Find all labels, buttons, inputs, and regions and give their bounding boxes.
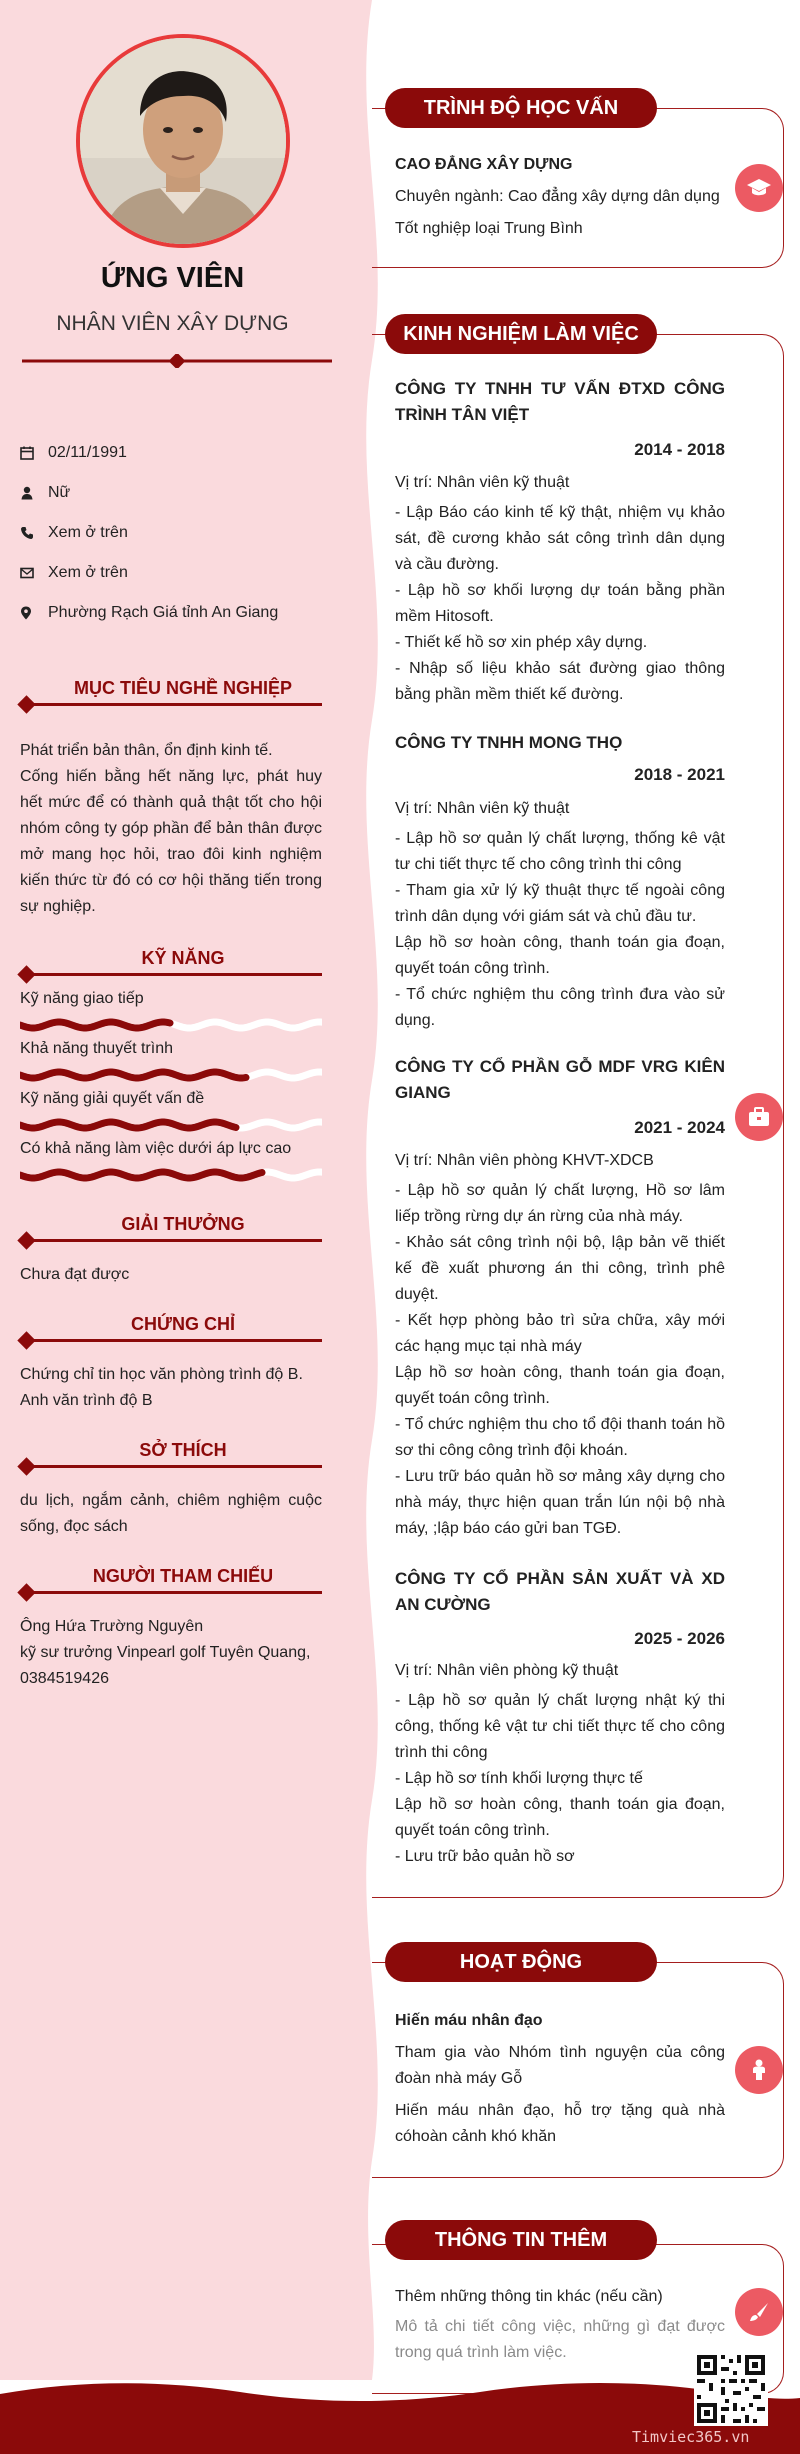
job-details [395, 500, 725, 708]
skill-fill [20, 1172, 262, 1178]
skill-fill [20, 1122, 236, 1128]
objective-text [20, 738, 322, 920]
person-icon [20, 486, 48, 500]
address-text: Phường Rạch Giá tỉnh An Giang [48, 604, 279, 621]
job-company: CÔNG TY CỔ PHẦN SẢN XUẤT VÀ XD AN CƯỜNG [395, 1569, 725, 1614]
job-detail: - Kết hợp phòng bảo trì sửa chữa, xây mới các hạng mục tại nhà máy [395, 1312, 725, 1355]
objective-line: Cống hiến bằng hết năng lực, phát huy hết mức để có thành quả thật tốt cho hội nhóm công ty góp phần để bản thân được mở mang học hỏi, trao đôi kinh nghiệm kiến thức từ đó có cơ hội thăng tiến trong sự nghiệp. [20, 768, 322, 915]
objective-title: MỤC TIÊU NGHỀ NGHIỆP [73, 678, 292, 698]
brush-icon [735, 2288, 783, 2336]
candidate-position: NHÂN VIÊN XÂY DỰNG [56, 312, 289, 335]
email-row [20, 553, 330, 593]
awards-text: Chưa đạt được [20, 1266, 130, 1283]
job-details [395, 1688, 725, 1870]
job-detail: - Tham gia xử lý kỹ thuật thực tế ngoài công trình dân dụng với giám sát và chủ đầu tư. [395, 882, 725, 925]
skills-title: KỸ NĂNG [141, 948, 225, 968]
job-details [395, 1178, 725, 1542]
activity-line: Hiến máu nhân đạo, hỗ trợ tặng quà nhà cóhoàn cảnh khó khăn [395, 2102, 725, 2145]
reference-line: kỹ sư trưởng Vinpearl golf Tuyên Quang, [20, 1644, 311, 1661]
briefcase-icon [735, 1093, 783, 1141]
skills-heading [20, 948, 322, 982]
skill-label: Kỹ năng giao tiếp [20, 990, 144, 1007]
skill-level-bar [20, 1068, 322, 1082]
location-icon [20, 606, 48, 620]
gender-text: Nữ [48, 484, 71, 501]
avatar [76, 34, 290, 248]
job-detail: - Lưu trữ báo quản hồ sơ mảng xây dựng cho nhà máy, thực hiện quan trắn lún nội bộ nhà máy, ;lập báo cáo gửi ban TGĐ. [395, 1468, 725, 1537]
job-detail: - Tổ chức nghiệm thu công trình đưa vào sử dụng. [395, 986, 725, 1029]
references-heading [20, 1566, 322, 1600]
phone-icon [20, 526, 48, 540]
email-text: Xem ở trên [48, 564, 128, 581]
job-detail: - Thiết kế hồ sơ xin phép xây dựng. [395, 634, 648, 651]
email-icon [20, 566, 48, 580]
job-detail: Lập hồ sơ hoàn công, thanh toán gia đoạn, quyết toán công trình. [395, 934, 725, 977]
extra-info-placeholder[interactable]: Mô tả chi tiết công việc, những gì đạt được trong quá trình làm việc. [395, 2318, 725, 2361]
person-icon [735, 2046, 783, 2094]
graduation-cap-icon [735, 164, 783, 212]
job-company: CÔNG TY TNHH TƯ VẤN ĐTXD CÔNG TRÌNH TÂN VIỆT [395, 379, 725, 424]
address-row [20, 593, 330, 633]
certificate-line: Anh văn trình độ B [20, 1392, 153, 1409]
job-period: 2014 - 2018 [634, 440, 725, 459]
hobbies-heading [20, 1440, 322, 1474]
job-detail: - Lập hồ sơ quản lý chất lượng nhật ký thi công, thống kê vật tư chi tiết thực tế cho công trình thi công [395, 1692, 725, 1761]
awards-heading [20, 1214, 322, 1248]
job-period: 2018 - 2021 [634, 765, 725, 784]
skill-item [20, 990, 322, 1032]
job-detail: Lập hồ sơ hoàn công, thanh toán gia đoạn, quyết toán công trình. [395, 1796, 725, 1839]
reference-line: 0384519426 [20, 1670, 109, 1687]
activities-title: HOẠT ĐỘNG [385, 1942, 657, 1982]
title-divider [22, 354, 332, 368]
skill-label: Kỹ năng giải quyết vấn đề [20, 1090, 205, 1107]
skill-fill [20, 1022, 170, 1028]
awards-title: GIẢI THƯỞNG [121, 1214, 245, 1234]
skill-item [20, 1090, 322, 1132]
objective-heading [20, 678, 322, 712]
job-detail: - Lưu trữ bảo quản hồ sơ [395, 1848, 575, 1865]
education-school: CAO ĐẲNG XÂY DỰNG [395, 156, 573, 173]
job-company: CÔNG TY CỔ PHẦN GỖ MDF VRG KIÊN GIANG [395, 1057, 725, 1102]
extra-info-label: Thêm những thông tin khác (nếu cần) [395, 2288, 663, 2305]
job-period: 2021 - 2024 [634, 1118, 725, 1137]
skill-level-bar [20, 1168, 322, 1182]
birthdate-text: 02/11/1991 [48, 444, 127, 461]
activity-name: Hiến máu nhân đạo [395, 2012, 543, 2029]
skill-fill [20, 1072, 246, 1078]
skill-label: Khả năng thuyết trình [20, 1040, 173, 1057]
hobbies-text: du lịch, ngắm cảnh, chiêm nghiệm cuộc sống, đọc sách [20, 1492, 322, 1535]
certificates-title: CHỨNG CHỈ [131, 1314, 235, 1334]
job-detail: - Lập hồ sơ khối lượng dự toán bằng phần mềm Hitosoft. [395, 582, 725, 625]
skill-item [20, 1140, 322, 1182]
job-detail: - Lập Báo cáo kinh tế kỹ thật, nhiệm vụ khảo sát, đề cương khảo sát công trình dân dụng và cầu đường. [395, 504, 725, 573]
birthdate-row [20, 433, 330, 473]
calendar-icon [20, 446, 48, 460]
skill-level-bar [20, 1118, 322, 1132]
job-role: Vị trí: Nhân viên phòng KHVT-XDCB [395, 1152, 654, 1169]
extra-info-title: THÔNG TIN THÊM [385, 2220, 657, 2260]
phone-row [20, 513, 330, 553]
job-detail: - Khảo sát công trình nội bộ, lập bản vẽ thiết kế đề xuất phương án thi công, trình phê duyệt. [395, 1234, 725, 1303]
job-company: CÔNG TY TNHH MONG THỌ [395, 733, 623, 752]
job-detail: - Lập hồ sơ quản lý chất lượng, thống kê vật tư chi tiết thực tế cho công trình thi công [395, 830, 725, 873]
education-grade: Tốt nghiệp loại Trung Bình [395, 220, 583, 237]
certificates-text [20, 1362, 322, 1414]
job-detail: - Tổ chức nghiệm thu cho tổ đội thanh toán hồ sơ thi công công trình đội khoán. [395, 1416, 725, 1459]
job-role: Vị trí: Nhân viên phòng kỹ thuật [395, 1662, 619, 1679]
contact-info [20, 433, 330, 633]
job-period: 2025 - 2026 [634, 1629, 725, 1648]
job-details [395, 826, 725, 1034]
objective-line: Phát triển bản thân, ổn định kinh tế. [20, 742, 273, 759]
phone-text: Xem ở trên [48, 524, 128, 541]
gender-row [20, 473, 330, 513]
job-detail: - Lập hồ sơ quản lý chất lượng, Hồ sơ lâm liếp trồng rừng dự án rừng của nhà máy. [395, 1182, 725, 1225]
education-major: Chuyên ngành: Cao đẳng xây dựng dân dụng [395, 188, 720, 205]
brand-watermark: Timviec365.vn [632, 2428, 750, 2446]
references-text [20, 1614, 322, 1692]
job-detail: Lập hồ sơ hoàn công, thanh toán gia đoạn, quyết toán công trình. [395, 1364, 725, 1407]
reference-line: Ông Hứa Trường Nguyên [20, 1618, 204, 1635]
certificate-line: Chứng chỉ tin học văn phòng trình độ B. [20, 1366, 303, 1383]
skill-item [20, 1040, 322, 1082]
job-detail: - Nhập số liệu khảo sát đường giao thông bằng phần mềm thiết kế đường. [395, 660, 725, 703]
job-role: Vị trí: Nhân viên kỹ thuật [395, 474, 570, 491]
references-title: NGƯỜI THAM CHIẾU [92, 1566, 274, 1586]
qr-code [694, 2352, 768, 2426]
hobbies-title: SỞ THÍCH [139, 1440, 227, 1460]
job-detail: - Lập hồ sơ tính khối lượng thực tế [395, 1770, 643, 1787]
job-role: Vị trí: Nhân viên kỹ thuật [395, 800, 570, 817]
candidate-name: ỨNG VIÊN [100, 262, 245, 294]
activity-text [395, 2040, 725, 2150]
skill-label: Có khả năng làm việc dưới áp lực cao [20, 1140, 292, 1157]
certificates-heading [20, 1314, 322, 1348]
experience-title: KINH NGHIỆM LÀM VIỆC [385, 314, 657, 354]
activity-line: Tham gia vào Nhóm tình nguyện của công đoàn nhà máy Gỗ [395, 2044, 725, 2087]
skill-level-bar [20, 1018, 322, 1032]
education-title: TRÌNH ĐỘ HỌC VẤN [385, 88, 657, 128]
